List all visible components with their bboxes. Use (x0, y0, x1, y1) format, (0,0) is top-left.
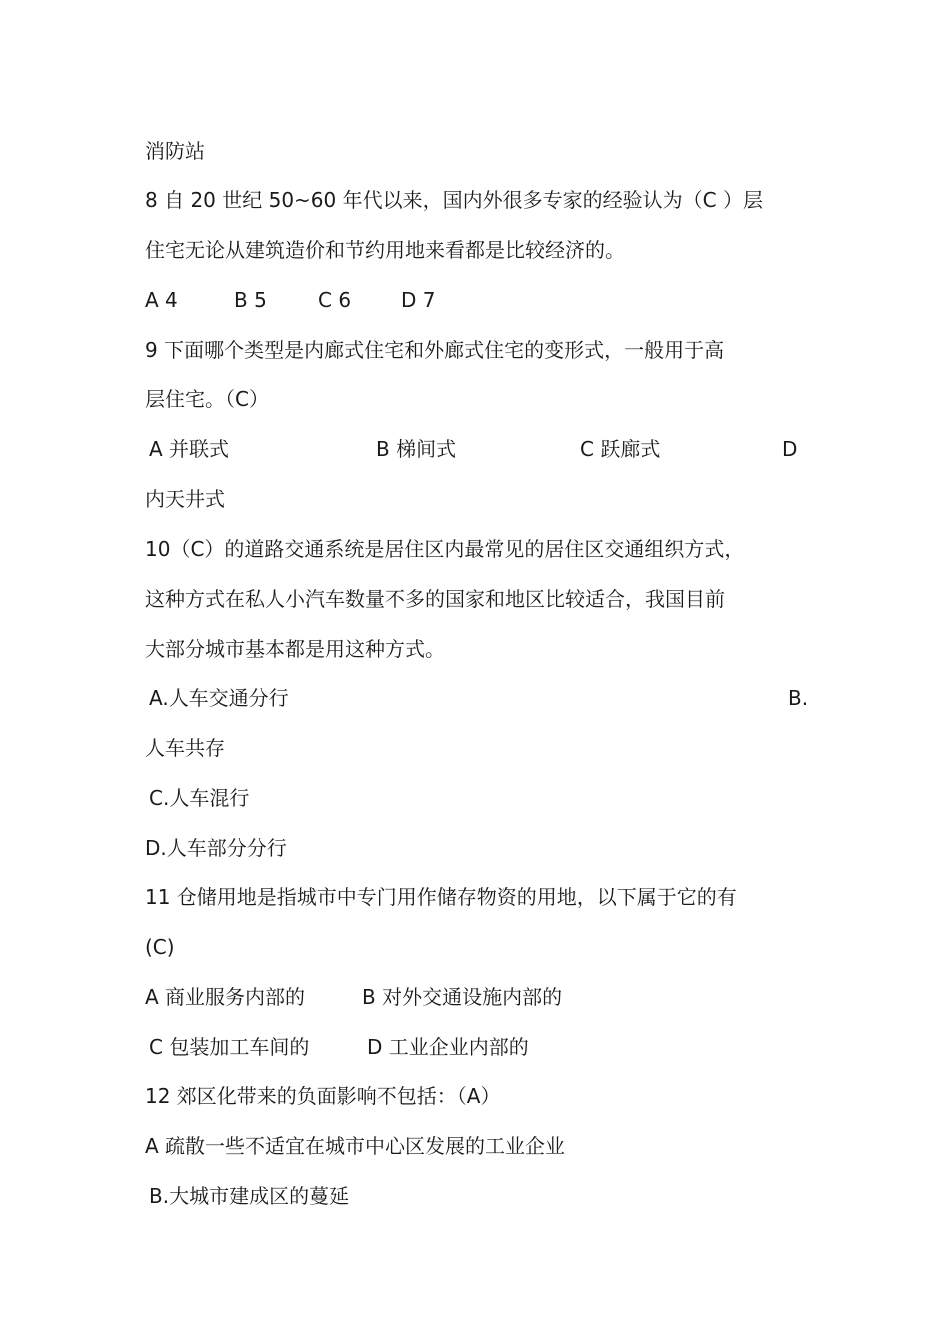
question-12-line-1: 12 郊区化带来的负面影响不包括：（A） (145, 1084, 501, 1108)
question-10-line-2: 这种方式在私人小汽车数量不多的国家和地区比较适合，我国目前 (145, 587, 725, 611)
question-9-line-1: 9 下面哪个类型是内廊式住宅和外廊式住宅的变形式，一般用于高 (145, 338, 725, 362)
q10-option-a: A.人车交通分行 (149, 686, 289, 710)
q8-option-c: C 6 (318, 288, 352, 312)
question-10-line-3: 大部分城市基本都是用这种方式。 (145, 637, 445, 661)
q9-option-d-text: 内天井式 (145, 487, 225, 511)
q8-option-a: A 4 (145, 288, 178, 312)
q11-option-a: A 商业服务内部的 (145, 985, 306, 1009)
question-8-line-2: 住宅无论从建筑造价和节约用地来看都是比较经济的。 (145, 238, 625, 262)
q8-option-b: B 5 (234, 288, 267, 312)
text-line: 消防站 (145, 139, 205, 163)
q9-option-c: C 跃廊式 (580, 437, 661, 461)
question-11-line-1: 11 仓储用地是指城市中专门用作储存物资的用地，以下属于它的有 (145, 885, 737, 909)
q9-option-d: D (782, 437, 798, 461)
q12-option-b: B.大城市建成区的蔓延 (149, 1184, 350, 1208)
question-11-line-2: (C) (145, 935, 175, 959)
q11-option-d: D 工业企业内部的 (367, 1035, 529, 1059)
q10-option-b-text: 人车共存 (145, 736, 225, 760)
question-10-line-1: 10（C）的道路交通系统是居住区内最常见的居住区交通组织方式， (145, 537, 745, 561)
q11-option-c: C 包装加工车间的 (149, 1035, 310, 1059)
question-9-line-2: 层住宅。（C） (145, 387, 269, 411)
q10-option-c: C.人车混行 (149, 786, 250, 810)
q11-option-b: B 对外交通设施内部的 (362, 985, 563, 1009)
q8-option-d: D 7 (401, 288, 436, 312)
q12-option-a: A 疏散一些不适宜在城市中心区发展的工业企业 (145, 1134, 566, 1158)
question-8-line-1: 8 自 20 世纪 50~60 年代以来，国内外很多专家的经验认为（C ）层 (145, 188, 763, 212)
q10-option-b-label: B. (788, 686, 809, 710)
q9-option-a: A 并联式 (149, 437, 230, 461)
q9-option-b: B 梯间式 (376, 437, 457, 461)
q10-option-d: D.人车部分分行 (145, 836, 287, 860)
